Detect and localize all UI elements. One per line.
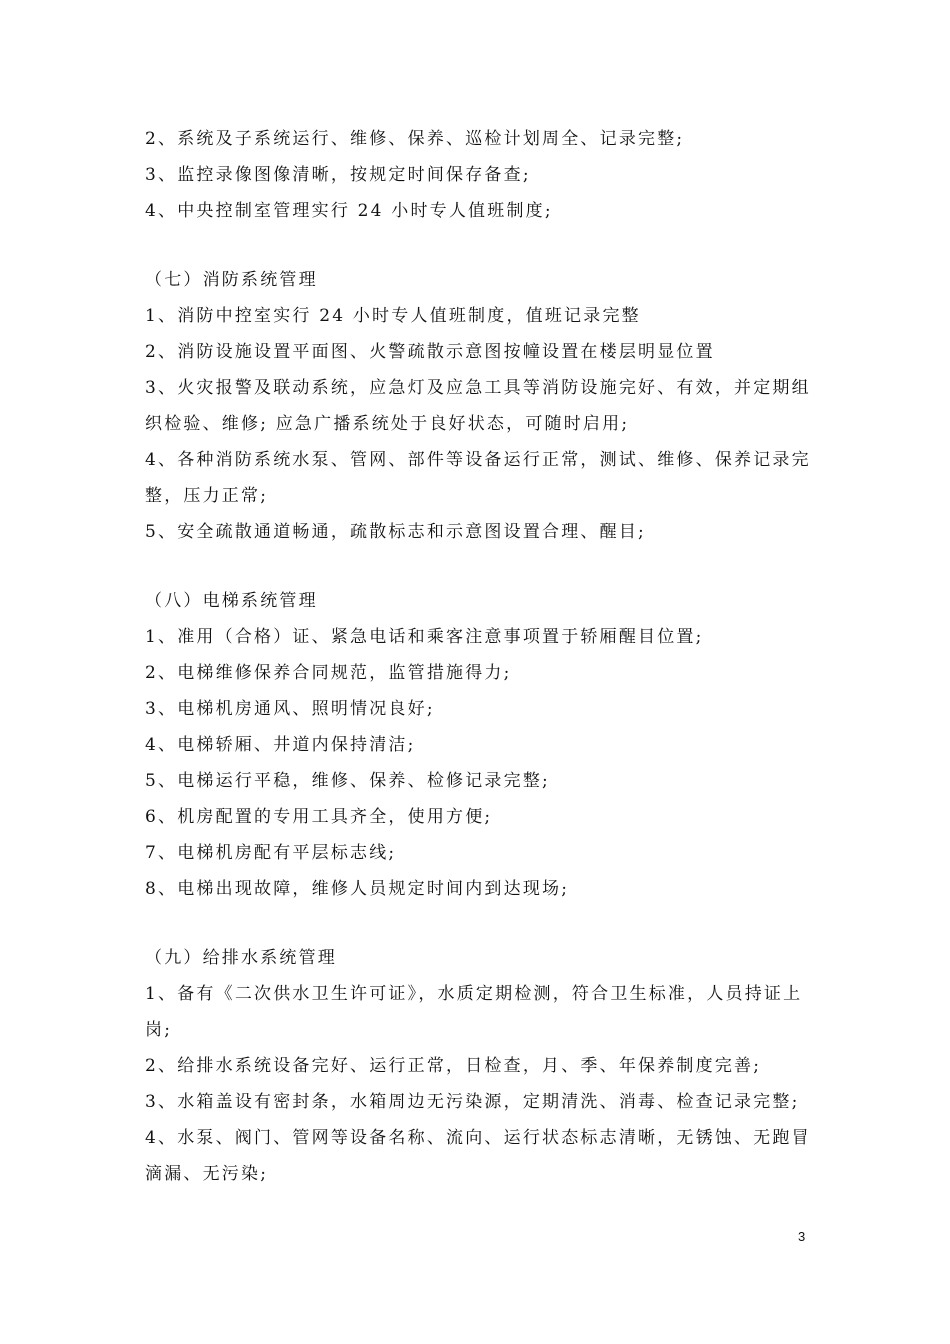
page-number: 3 <box>798 1229 806 1244</box>
list-item: 4、电梯轿厢、井道内保持清洁; <box>145 735 416 755</box>
list-item: 5、电梯运行平稳，维修、保养、检修记录完整; <box>145 771 550 791</box>
list-item: 2、给排水系统设备完好、运行正常，日检查，月、季、年保养制度完善; <box>145 1056 762 1076</box>
section-water-system <box>145 940 815 1192</box>
list-item: 2、系统及子系统运行、维修、保养、巡检计划周全、记录完整; <box>145 129 685 149</box>
list-item-continuation: 织检验、维修; 应急广播系统处于良好状态，可随时启用; <box>145 414 630 434</box>
list-item: 1、消防中控室实行 24 小时专人值班制度，值班记录完整 <box>145 306 641 326</box>
list-item: 4、各种消防系统水泵、管网、部件等设备运行正常，测试、维修、保养记录完 <box>145 450 811 470</box>
list-item: 3、火灾报警及联动系统，应急灯及应急工具等消防设施完好、有效，并定期组 <box>145 378 811 398</box>
list-item: 1、准用（合格）证、紧急电话和乘客注意事项置于轿厢醒目位置; <box>145 627 704 647</box>
section-heading: （八）电梯系统管理 <box>145 591 318 611</box>
list-item: 4、中央控制室管理实行 24 小时专人值班制度; <box>145 201 553 221</box>
section-heading: （七）消防系统管理 <box>145 270 318 290</box>
list-item: 1、备有《二次供水卫生许可证》，水质定期检测，符合卫生标准，人员持证上 <box>145 984 803 1004</box>
list-item: 3、水箱盖设有密封条，水箱周边无污染源，定期清洗、消毒、检查记录完整; <box>145 1092 800 1112</box>
list-item: 8、电梯出现故障，维修人员规定时间内到达现场; <box>145 879 570 899</box>
list-item: 7、电梯机房配有平层标志线; <box>145 843 397 863</box>
list-item: 3、监控录像图像清晰，按规定时间保存备查; <box>145 165 531 185</box>
list-item-continuation: 岗; <box>145 1020 173 1040</box>
list-item: 2、消防设施设置平面图、火警疏散示意图按幢设置在楼层明显位置 <box>145 342 715 362</box>
section-elevator-system <box>145 583 815 907</box>
section-heading: （九）给排水系统管理 <box>145 948 337 968</box>
list-item-continuation: 整，压力正常; <box>145 486 269 506</box>
list-item: 4、水泵、阀门、管网等设备名称、流向、运行状态标志清晰，无锈蚀、无跑冒 <box>145 1128 811 1148</box>
list-item: 5、安全疏散通道畅通，疏散标志和示意图设置合理、醒目; <box>145 522 646 542</box>
document-body <box>145 121 815 1192</box>
list-item: 6、机房配置的专用工具齐全，使用方便; <box>145 807 493 827</box>
section-fire-system <box>145 262 815 550</box>
list-item: 2、电梯维修保养合同规范，监管措施得力; <box>145 663 512 683</box>
list-item: 3、电梯机房通风、照明情况良好; <box>145 699 435 719</box>
list-item-continuation: 滴漏、无污染; <box>145 1164 269 1184</box>
section-monitoring-continued <box>145 121 815 229</box>
